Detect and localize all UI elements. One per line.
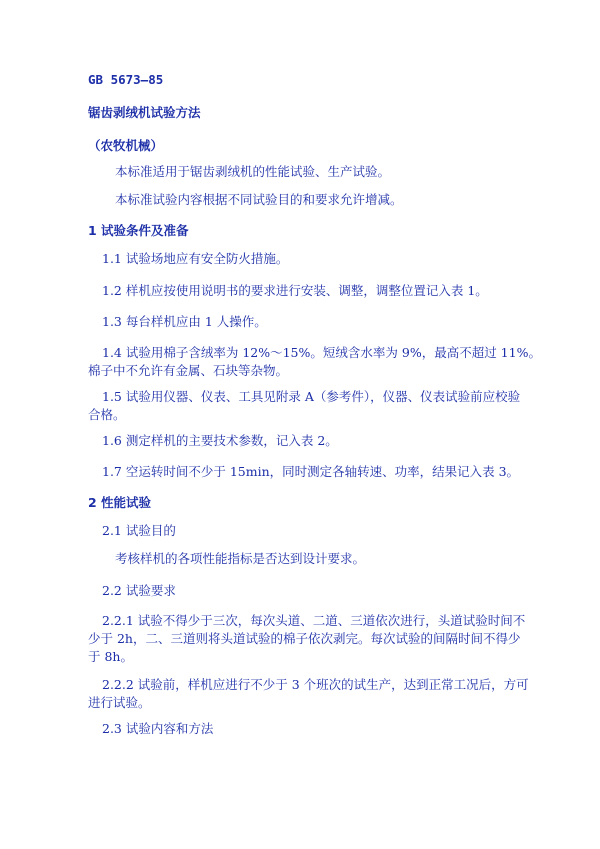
clause-1-2: 1.2 样机应按使用说明书的要求进行安装、调整，调整位置记入表 1。 (102, 283, 488, 298)
intro-paragraph-1: 本标准适用于锯齿剥绒机的性能试验、生产试验。 (115, 164, 391, 179)
clause-1-3: 1.3 每台样机应由 1 人操作。 (102, 314, 267, 329)
clause-2-2-2-line-1: 2.2.2 试验前，样机应进行不少于 3 个班次的试生产，达到正常工况后，方可 (102, 677, 529, 692)
clause-1-1: 1.1 试验场地应有安全防火措施。 (102, 251, 289, 266)
clause-2-2-1-line-2: 少于 2h，二、三道则将头道试验的棉子依次剥完。每次试验的间隔时间不得少 (88, 631, 521, 646)
clause-2-2: 2.2 试验要求 (102, 583, 176, 598)
clause-1-6: 1.6 测定样机的主要技术参数，记入表 2。 (102, 433, 338, 448)
clause-1-4-line-1: 1.4 试验用棉子含绒率为 12%～15%。短绒含水率为 9%，最高不超过 11%。 (102, 345, 541, 360)
section-1-heading: 1 试验条件及准备 (88, 223, 189, 238)
clause-1-5-line-2: 合格。 (88, 407, 126, 422)
clause-2-2-1-line-1: 2.2.1 试验不得少于三次，每次头道、二道、三道依次进行，头道试验时间不 (102, 613, 526, 628)
clause-2-1-body: 考核样机的各项性能指标是否达到设计要求。 (115, 551, 366, 566)
clause-2-3: 2.3 试验内容和方法 (102, 721, 214, 736)
intro-paragraph-2: 本标准试验内容根据不同试验目的和要求允许增减。 (115, 192, 403, 207)
clause-2-2-2-line-2: 进行试验。 (88, 695, 151, 710)
clause-2-2-1-line-3: 于 8h。 (88, 649, 133, 664)
clause-2-1: 2.1 试验目的 (102, 523, 176, 538)
standard-code: GB 5673—85 (88, 72, 164, 87)
document-category: （农牧机械） (88, 138, 164, 153)
section-2-heading: 2 性能试验 (88, 495, 152, 510)
clause-1-7: 1.7 空运转时间不少于 15min，同时测定各轴转速、功率，结果记入表 3。 (102, 464, 520, 479)
clause-1-4-line-2: 棉子中不允许有金属、石块等杂物。 (88, 363, 289, 378)
clause-1-5-line-1: 1.5 试验用仪器、仪表、工具见附录 A（参考件），仪器、仪表试验前应校验 (102, 389, 521, 404)
document-title: 锯齿剥绒机试验方法 (88, 105, 201, 120)
